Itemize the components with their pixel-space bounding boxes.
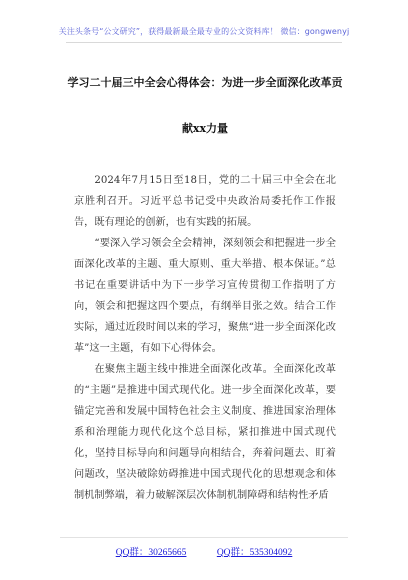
footer-divider [60,537,348,538]
footer-qq-group-1[interactable]: QQ群：30265665 [115,548,187,558]
header-divider [66,42,342,43]
document-title-line-1: 学习二十届三中全会心得体会：为进一步全面深化改革贡 [67,76,343,89]
footer [0,544,408,558]
paragraph-3: 在聚焦主题主线中推进全面深化改革。全面深化改革的“主题”是推进中国式现代化。进一步全面深化改革，要锚定完善和发展中国特色社会主义制度、推进国家治理体系和治理能力现代化这个总目标，紧扣推进中国式现代化，坚持目标导向和问题导向相结合，奔着问题去、盯着问题改，坚决破除妨碍推进中国式现代化的思想观念和体制机制弊端，着力破解深层次体制机制障碍和结构性矛盾 [74,364,336,501]
paragraph-2: “要深入学习领会全会精神，深刻领会和把握进一步全面深化改革的主题、重大原则、重大举措、根本保证。”总书记在重要讲话中为下一步学习宣传贯彻工作指明了方向，领会和把握这四个要点，有纲举目张之效。结合工作实际，通过近段时间以来的学习，聚焦“进一步全面深化改革”这一主题，有如下心得体会。 [74,238,336,354]
paragraph-1: 2024年7月15日至18日，党的二十届三中全会在北京胜利召开。习近平总书记受中央政治局委托作工作报告，既有理论的创新，也有实践的拓展。 [74,175,336,228]
document-title-line-2: 献xx力量 [181,122,229,135]
footer-qq-group-2[interactable]: QQ群：535304092 [216,548,293,558]
header-banner: 关注头条号“公文研究”，获得最新最全最专业的公文资料库！ 微信：gongwenyj [58,27,350,36]
